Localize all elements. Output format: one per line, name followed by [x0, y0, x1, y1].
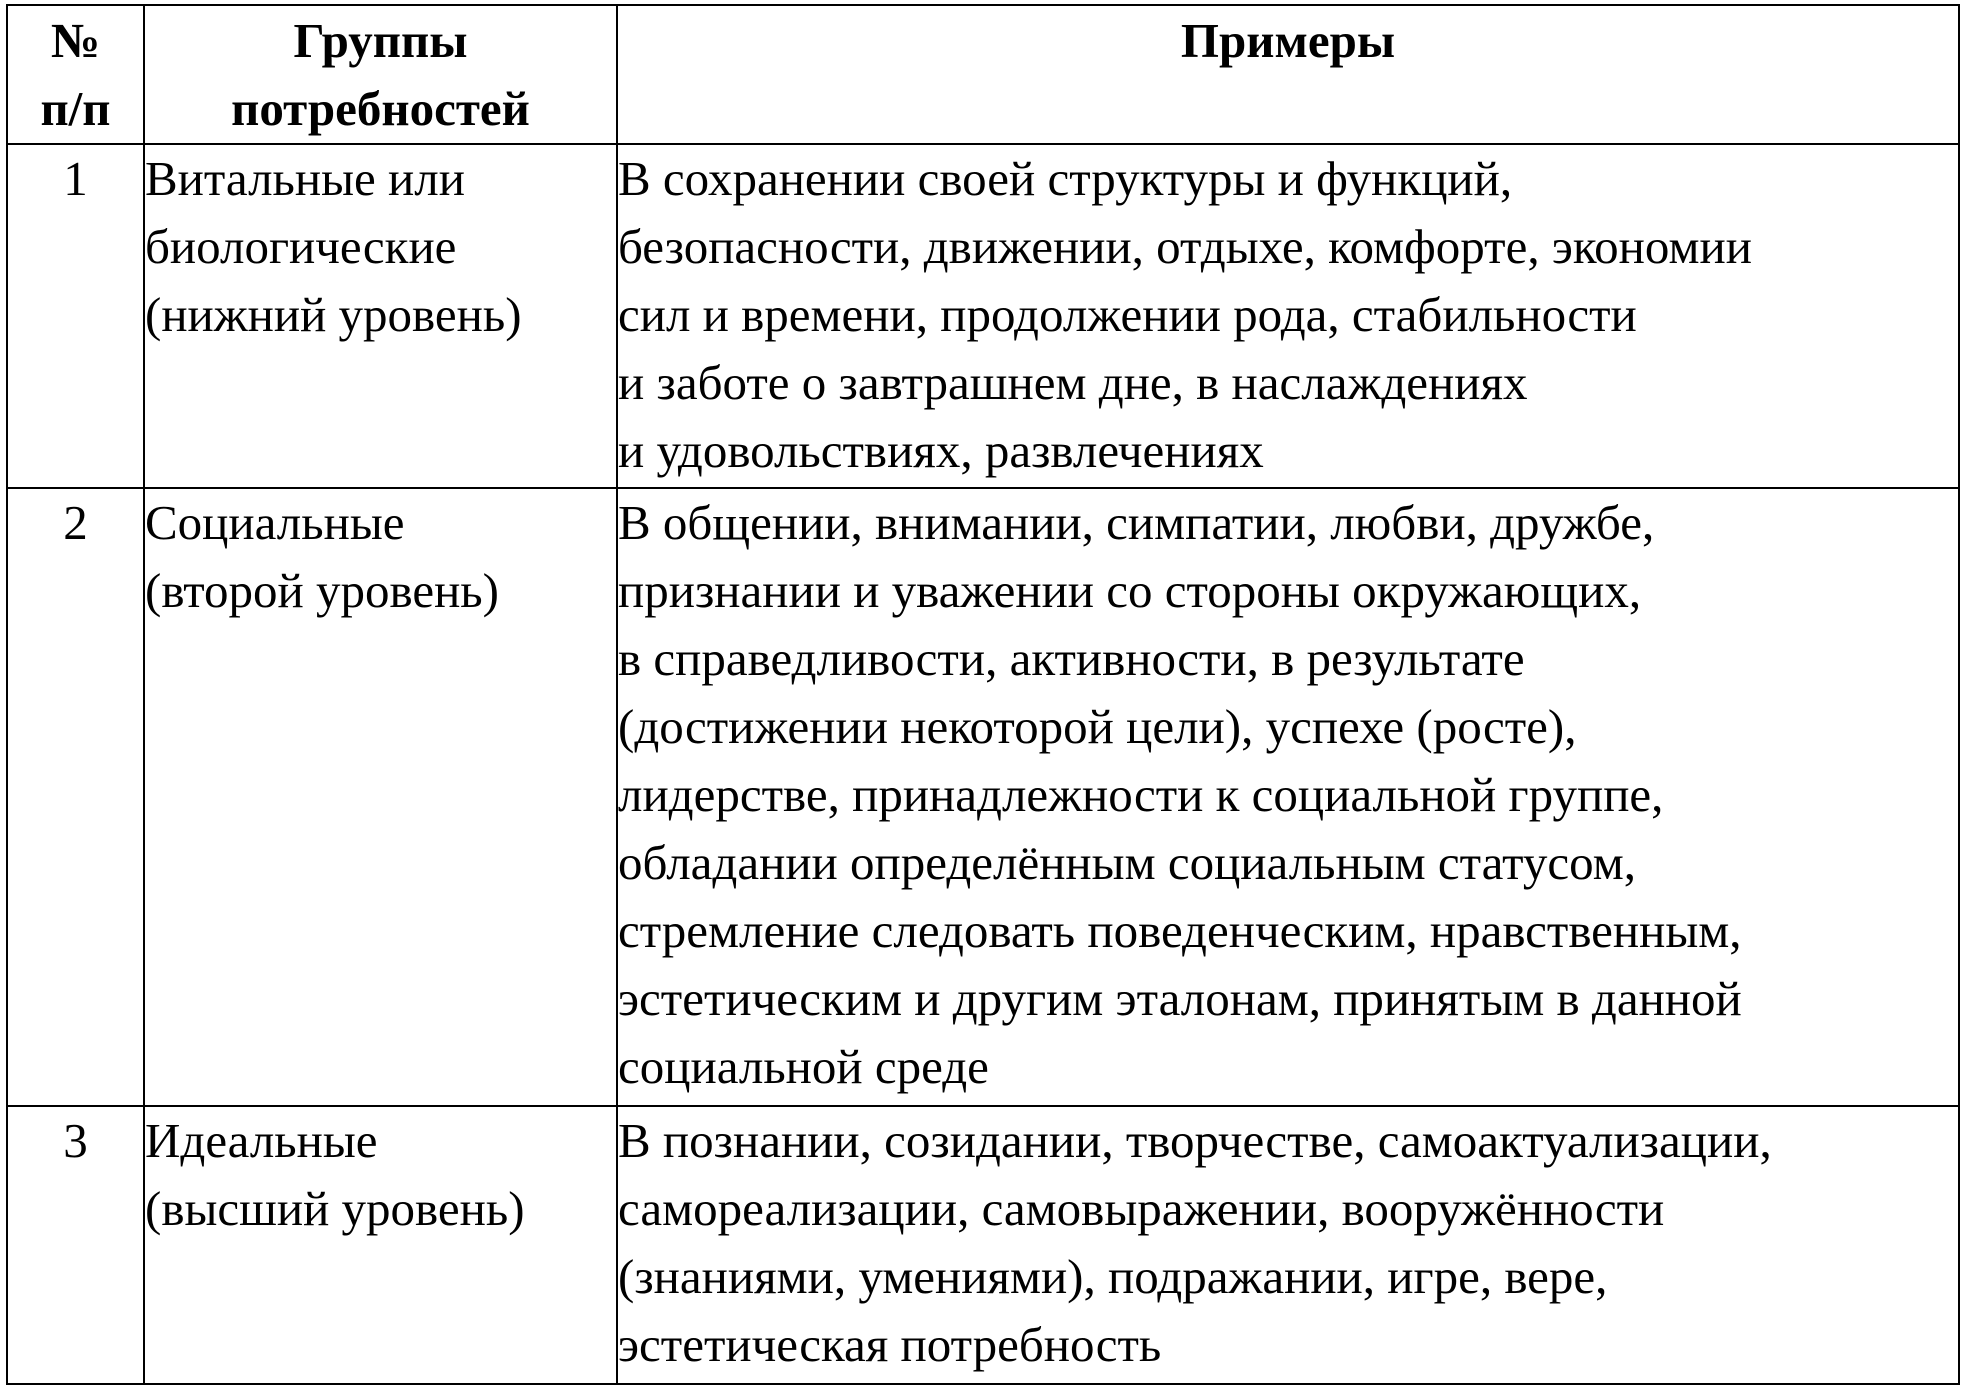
header-group: [144, 5, 617, 144]
row-number-text: 1: [63, 151, 88, 206]
example-line: стремление следовать поведенческим, нравственным,: [618, 903, 1742, 958]
table-row: [7, 1106, 1959, 1384]
header-group-line: Группы: [293, 13, 468, 68]
table-header-row: [7, 5, 1959, 144]
group-line: (второй уровень): [145, 563, 499, 618]
example-line: обладании определённым социальным статусом,: [618, 835, 1636, 890]
example-line: лидерстве, принадлежности к социальной группе,: [618, 767, 1664, 822]
group-line: Витальные или: [145, 151, 465, 206]
example-line: и заботе о завтрашнем дне, в наслаждениях: [618, 355, 1528, 410]
example-line: самореализации, самовыражении, вооружённости: [618, 1181, 1665, 1236]
row-number: [7, 144, 144, 488]
row-number: [7, 488, 144, 1106]
example-line: (достижении некоторой цели), успехе (росте),: [618, 699, 1577, 754]
header-examples: [617, 5, 1959, 144]
header-num-line: №: [50, 13, 101, 68]
example-line: безопасности, движении, отдыхе, комфорте, экономии: [618, 219, 1752, 274]
example-line: и удовольствиях, развлечениях: [618, 423, 1264, 478]
examples-cell: [617, 488, 1959, 1106]
header-examples-line: Примеры: [1180, 13, 1396, 68]
group-line: биологические: [145, 219, 457, 274]
needs-group-cell: [144, 488, 617, 1106]
row-number-text: 2: [63, 495, 88, 550]
row-number-text: 3: [63, 1113, 88, 1168]
table-row: [7, 144, 1959, 488]
needs-group-cell: [144, 144, 617, 488]
needs-groups-table: [6, 4, 1960, 1385]
example-line: эстетическая потребность: [618, 1317, 1162, 1372]
group-line: Идеальные: [145, 1113, 378, 1168]
examples-cell: [617, 1106, 1959, 1384]
example-line: (знаниями, умениями), подражании, игре, вере,: [618, 1249, 1608, 1304]
group-line: (нижний уровень): [145, 287, 522, 342]
needs-group-cell: [144, 1106, 617, 1384]
table-row: [7, 488, 1959, 1106]
header-num: [7, 5, 144, 144]
example-line: эстетическим и другим эталонам, принятым в данной: [618, 971, 1742, 1026]
example-line: в справедливости, активности, в результате: [618, 631, 1525, 686]
group-line: Социальные: [145, 495, 405, 550]
header-num-line: п/п: [40, 81, 111, 136]
example-line: В сохранении своей структуры и функций,: [618, 151, 1513, 206]
example-line: социальной среде: [618, 1039, 989, 1094]
example-line: В общении, внимании, симпатии, любви, дружбе,: [618, 495, 1655, 550]
example-line: сил и времени, продолжении рода, стабильности: [618, 287, 1637, 342]
example-line: В познании, созидании, творчестве, самоактуализации,: [618, 1113, 1772, 1168]
examples-cell: [617, 144, 1959, 488]
group-line: (высший уровень): [145, 1181, 525, 1236]
header-group-line: потребностей: [231, 81, 530, 136]
row-number: [7, 1106, 144, 1384]
example-line: признании и уважении со стороны окружающих,: [618, 563, 1642, 618]
